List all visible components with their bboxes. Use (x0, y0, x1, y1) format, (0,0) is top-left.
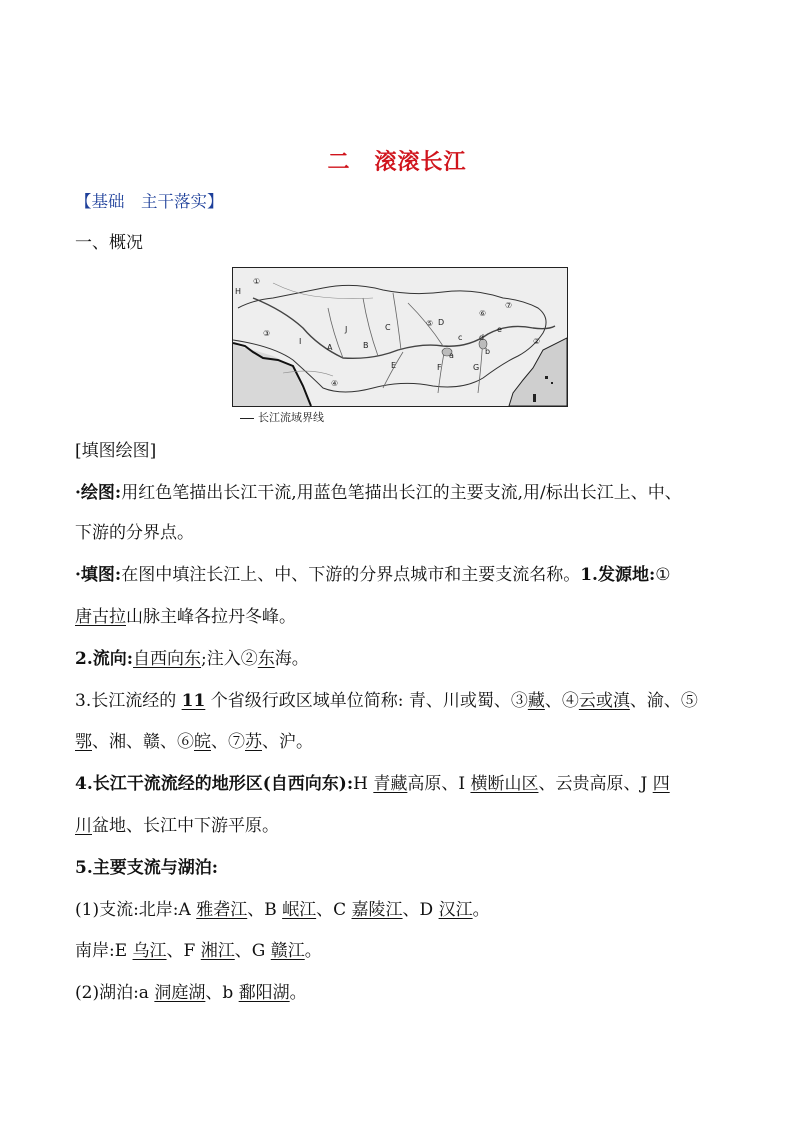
map-label-J: J (345, 325, 348, 334)
map-label-a: a (449, 351, 454, 360)
map-label-4: ④ (331, 379, 339, 388)
map-label-B: B (363, 341, 369, 350)
legend-line-icon (240, 418, 254, 419)
fill-draw-label: [填图绘图] (75, 441, 157, 461)
map-label-5: ⑤ (426, 319, 434, 328)
map-label-7: ⑦ (505, 301, 513, 310)
map-label-E: E (391, 361, 397, 370)
map-label-1: ① (253, 277, 261, 286)
item5-heading: 5.主要支流与湖泊: (75, 858, 219, 878)
drawing-instruction-cont: 下游的分界点。 (75, 523, 194, 543)
map-label-c: c (458, 333, 463, 342)
map-label-6: ⑥ (479, 309, 487, 318)
map-label-G: G (473, 363, 480, 372)
item4-landforms: 4.长江干流流经的地形区(自西向东):H 青藏高原、I 横断山区、云贵高原、J 四 (75, 774, 670, 794)
basin-area (233, 268, 567, 406)
filling-instruction: ·填图:在图中填注长江上、中、下游的分界点城市和主要支流名称。1.发源地:① (75, 565, 671, 585)
page-title: 二 滚滚长江 (327, 150, 467, 175)
section-basic: 【基础 主干落实】 (75, 192, 224, 211)
map-label-A: A (327, 343, 333, 352)
map-label-e: e (497, 325, 502, 334)
map-label-I: I (299, 337, 302, 346)
map-legend (240, 409, 324, 425)
map-label-b: b (485, 347, 491, 356)
item1-source: 唐古拉山脉主峰各拉丹冬峰。 (75, 607, 296, 627)
heading-overview: 一、概况 (75, 233, 143, 253)
item4-landforms-cont: 川盆地、长江中下游平原。 (75, 816, 279, 836)
item3-provinces-cont: 鄂、湘、赣、⑥皖、⑦苏、沪。 (75, 732, 313, 752)
map-label-D: D (438, 318, 445, 327)
legend-text: 长江流域界线 (258, 411, 324, 424)
map-label-F: F (437, 363, 442, 372)
map-svg (233, 268, 567, 406)
tributaries-north: (1)支流:北岸:A 雅砻江、B 岷江、C 嘉陵江、D 汉江。 (75, 900, 490, 920)
map-label-C: C (385, 323, 391, 332)
yangtze-basin-map (232, 267, 568, 407)
map-label-d: d (479, 333, 485, 342)
map-label-2: ② (533, 337, 541, 346)
lakes: (2)湖泊:a 洞庭湖、b 鄱阳湖。 (75, 983, 307, 1003)
map-label-3: ③ (263, 329, 271, 338)
map-label-H: H (235, 287, 242, 296)
item2-flow: 2.流向:自西向东;注入②东海。 (75, 649, 309, 669)
drawing-instruction: ·绘图:用红色笔描出长江干流,用蓝色笔描出长江的主要支流,用/标出长江上、中、 (75, 483, 682, 503)
item3-provinces: 3.长江流经的 11 个省级行政区域单位简称: 青、川或蜀、③藏、④云或滇、渝、⑤ (75, 691, 698, 711)
tributaries-south: 南岸:E 乌江、F 湘江、G 赣江。 (75, 941, 322, 961)
